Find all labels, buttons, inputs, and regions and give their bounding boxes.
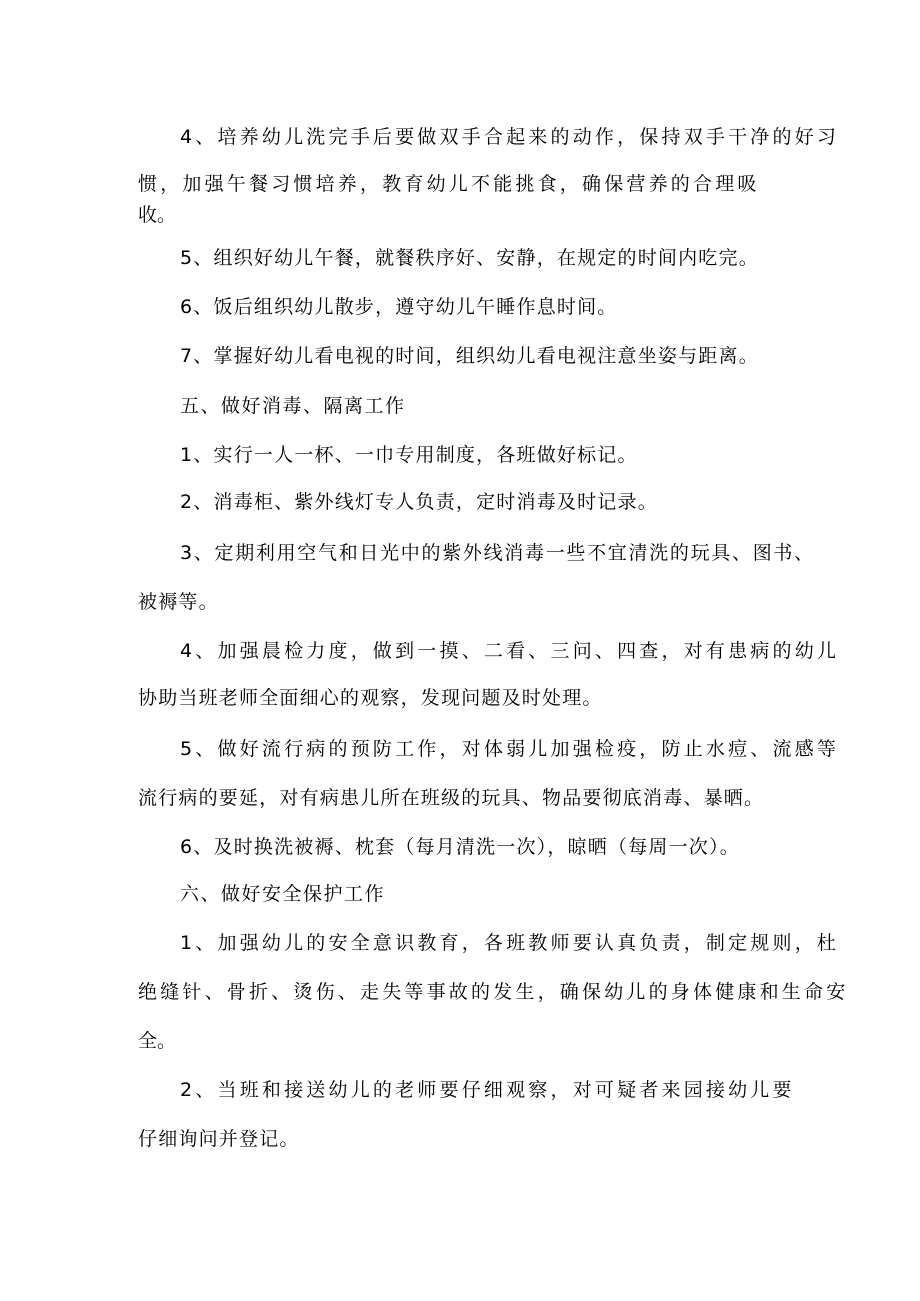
text-line: 惯，加强午餐习惯培养，教育幼儿不能挑食，确保营养的合理吸 bbox=[138, 173, 760, 195]
text-line: 绝缝针、骨折、烫伤、走失等事故的发生，确保幼儿的身体健康和生命安 bbox=[138, 981, 849, 1003]
text-line: 5、做好流行病的预防工作，对体弱儿加强检疫，防止水痘、流感等 bbox=[180, 738, 840, 760]
text-line: 4、培养幼儿洗完手后要做双手合起来的动作，保持双手干净的好习 bbox=[180, 126, 840, 148]
text-line: 1、加强幼儿的安全意识教育，各班教师要认真负责，制定规则，杜 bbox=[180, 932, 840, 954]
text-line: 被褥等。 bbox=[138, 591, 219, 613]
text-line: 2、消毒柜、紫外线灯专人负责，定时消毒及时记录。 bbox=[180, 491, 658, 513]
text-line: 1、实行一人一杯、一巾专用制度，各班做好标记。 bbox=[180, 444, 638, 466]
text-line: 流行病的要延，对有病患儿所在班级的玩具、物品要彻底消毒、暴晒。 bbox=[138, 787, 765, 809]
text-line: 仔细询问并登记。 bbox=[138, 1128, 300, 1150]
text-line: 2、当班和接送幼儿的老师要仔细观察，对可疑者来园接幼儿要 bbox=[180, 1079, 795, 1101]
text-line: 7、掌握好幼儿看电视的时间，组织幼儿看电视注意坐姿与距离。 bbox=[180, 345, 759, 367]
section-heading: 五、做好消毒、隔离工作 bbox=[180, 395, 406, 417]
text-line: 3、定期利用空气和日光中的紫外线消毒一些不宜清洗的玩具、图书、 bbox=[180, 542, 815, 564]
text-line: 6、饭后组织幼儿散步，遵守幼儿午睡作息时间。 bbox=[180, 296, 618, 318]
text-line: 收。 bbox=[138, 204, 177, 226]
text-line: 6、及时换洗被褥、枕套（每月清洗一次），晾晒（每周一次）。 bbox=[180, 836, 740, 858]
text-line: 5、组织好幼儿午餐，就餐秩序好、安静，在规定的时间内吃完。 bbox=[180, 247, 759, 269]
section-heading: 六、做好安全保护工作 bbox=[180, 883, 386, 905]
text-line: 协助当班老师全面细心的观察，发现问题及时处理。 bbox=[138, 687, 603, 709]
text-line: 4、加强晨检力度，做到一摸、二看、三问、四查，对有患病的幼儿 bbox=[180, 640, 840, 662]
text-line: 全。 bbox=[138, 1030, 177, 1052]
